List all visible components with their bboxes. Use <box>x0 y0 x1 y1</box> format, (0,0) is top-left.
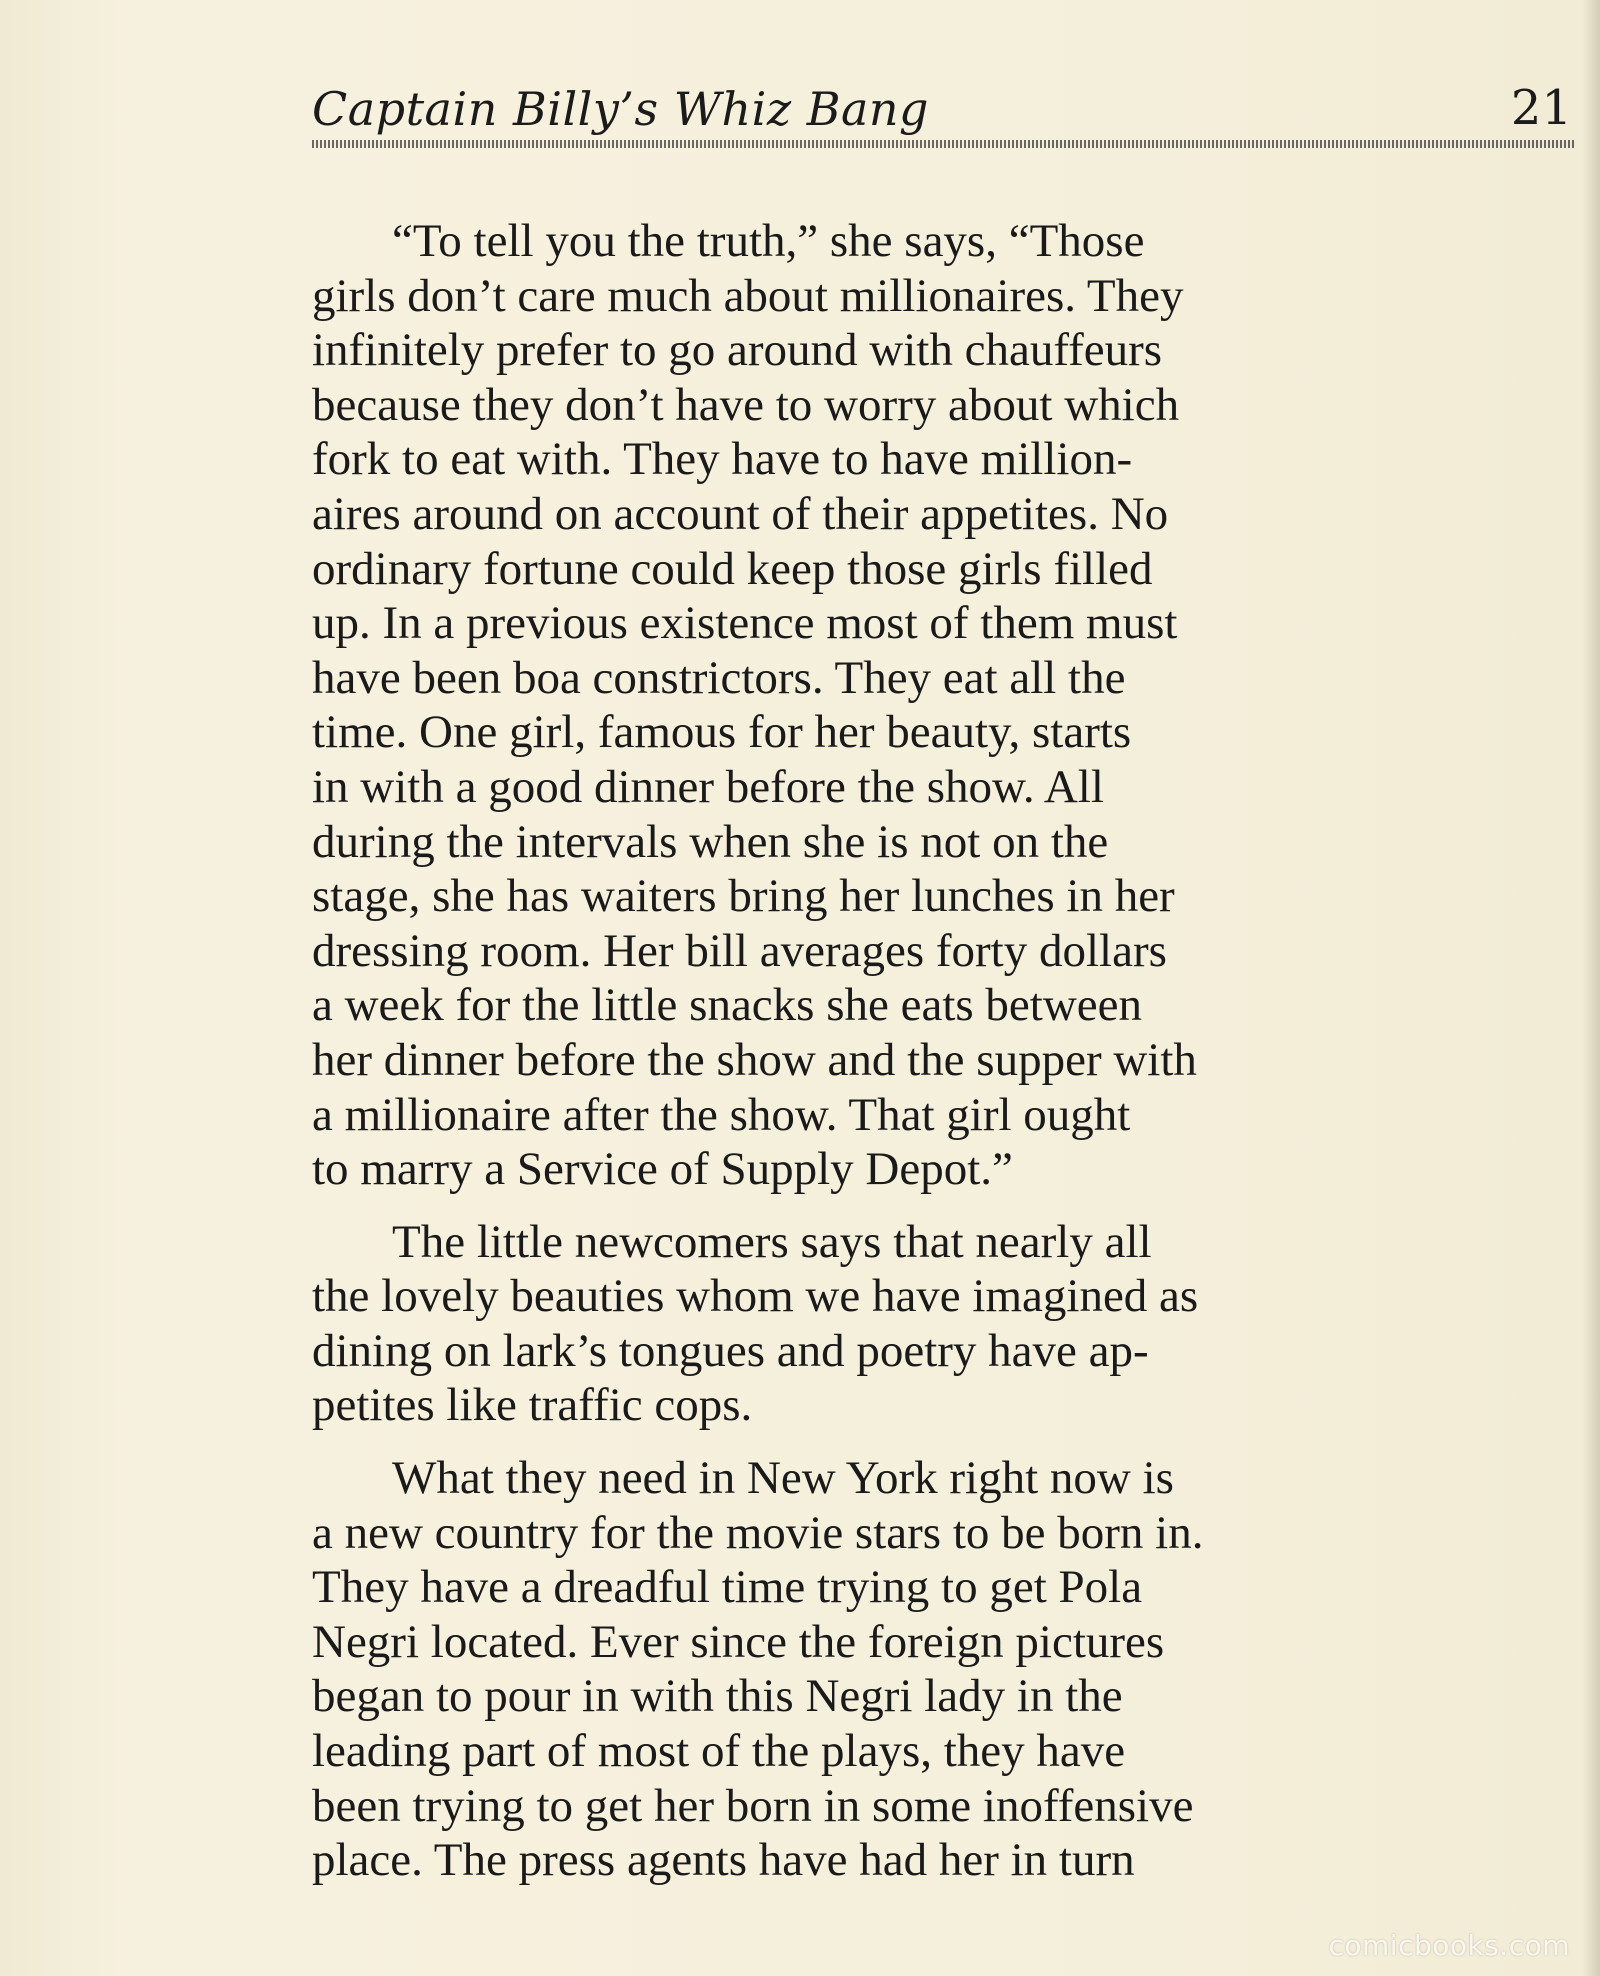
paragraph-3: What they need in New York right now is a new country for the movie stars to be born in. They have a dreadful time trying to get Pola Negri located. Ever since the foreign pictures began to pour in with this Negri lady in the leading part of most of the plays, they have been trying to get her born in some inoffensive place. The press agents have had her in turn <box>312 1452 1204 1887</box>
running-head <box>312 78 1574 148</box>
paragraph-1: “To tell you the truth,” she says, “Those girls don’t care much about millionaires. They infinitely prefer to go around with chauffeurs because they don’t have to worry about which fork to eat with. They have to have million- aires around on account of their appetites. No ordinary fortune could keep those girls filled up. In a previous existence most of them must have been boa constrictors. They eat all the time. One girl, famous for her beauty, starts in with a good dinner before the show. All during the intervals when she is not on the stage, she has waiters bring her lunches in her dressing room. Her bill averages forty dollars a week for the little snacks she eats between her dinner before the show and the supper with a millionaire after the show. That girl ought to marry a Service of Supply Depot.” <box>312 215 1197 1196</box>
paragraph-2: The little newcomers says that nearly all the lovely beauties whom we have imagined as dining on lark’s tongues and poetry have ap- petites like traffic cops. <box>312 1215 1199 1432</box>
page-number: 21 <box>1510 80 1572 136</box>
running-title: Captain Billy’s Whiz Bang <box>312 82 929 136</box>
source-watermark: comicbooks.com <box>1328 1929 1570 1962</box>
header-rule <box>312 140 1574 148</box>
article-body <box>312 214 1574 1888</box>
page-edge-shadow <box>1582 0 1600 1976</box>
